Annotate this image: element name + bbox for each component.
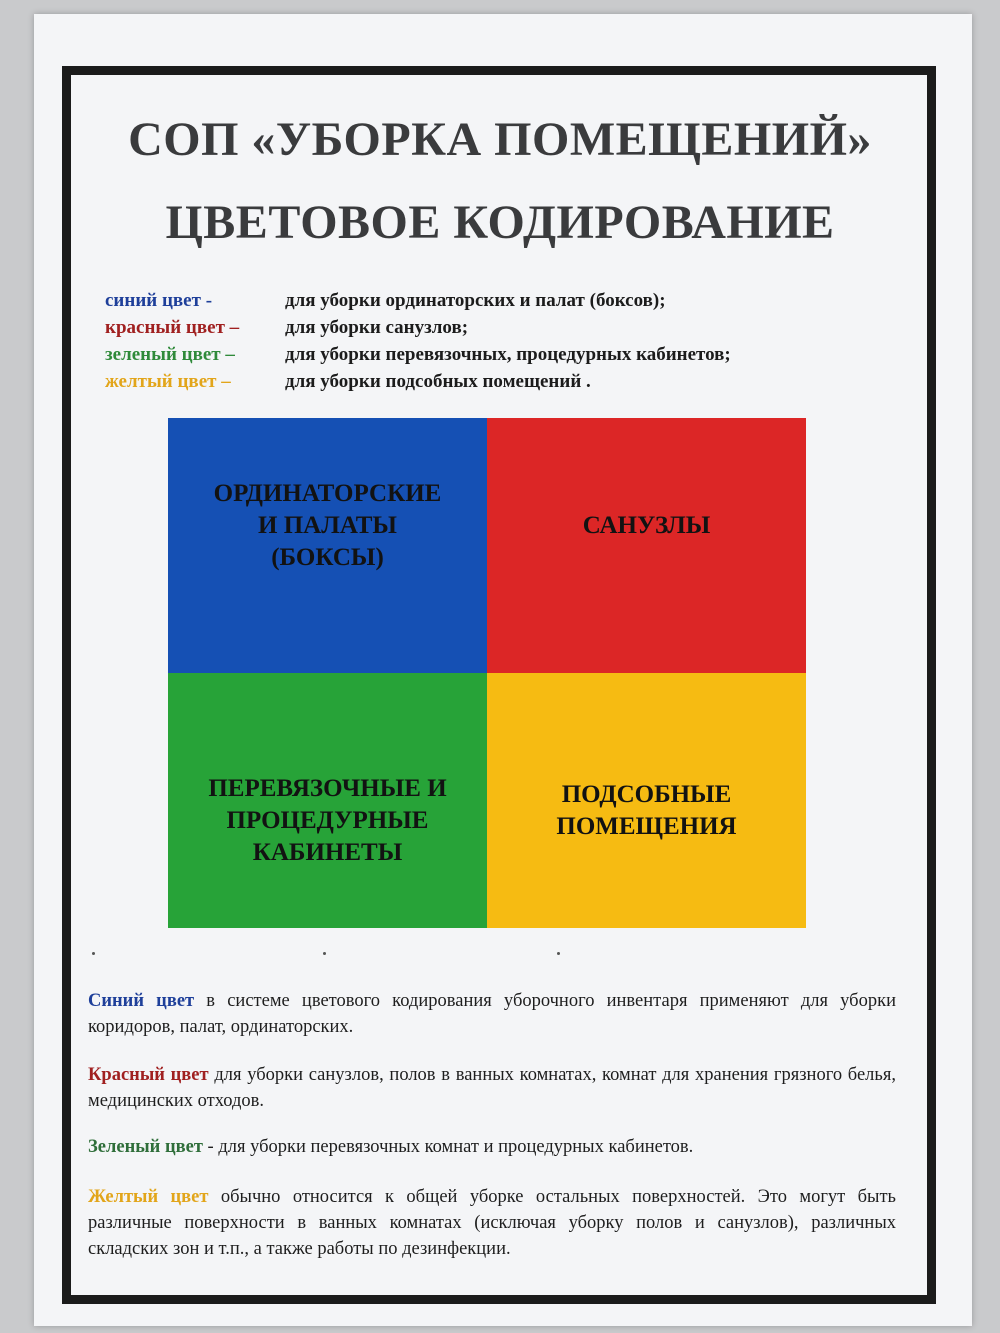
poster-title: СОП «УБОРКА ПОМЕЩЕНИЙ» [128,113,872,166]
dot [557,952,560,955]
paragraph-lead: Красный цвет [88,1065,209,1085]
paragraph-text: для уборки санузлов, полов в ванных комнатах, комнат для хранения грязного белья, медицинских отходов. [88,1065,896,1111]
yellow-zone-block [487,673,806,928]
paragraph-red [88,1062,896,1114]
paragraph-text: обычно относится к общей уборке остальных поверхностей. Это могут быть различные поверхности в ванных комнатах (исключая уборку полов и санузлов), различных складских зон и т.п., а также работы по дезинфекции. [88,1187,896,1259]
paragraph-green [88,1134,896,1160]
legend-color-label: красный цвет – [105,317,240,338]
green-zone-label: ПЕРЕВЯЗОЧНЫЕ И ПРОЦЕДУРНЫЕ КАБИНЕТЫ [208,774,447,866]
dot [92,952,95,955]
legend-color-label: синий цвет - [105,290,213,311]
paragraph-lead: Синий цвет [88,991,195,1011]
legend-description: для уборки перевязочных, процедурных кабинетов; [285,344,731,365]
legend-row-red [105,317,865,344]
paragraph-yellow [88,1184,896,1262]
legend-description: для уборки ординаторских и палат (боксов); [285,290,666,311]
dot [323,952,326,955]
poster-subtitle: ЦВЕТОВОЕ КОДИРОВАНИЕ [165,196,835,249]
legend-row-yellow [105,371,865,398]
legend-color-label: зеленый цвет – [105,344,235,365]
color-code-grid [168,418,806,928]
legend-row-blue [105,290,865,317]
blue-zone-block [168,418,487,673]
color-legend [105,290,865,398]
red-zone-block [487,418,806,673]
paragraph-lead: Зеленый цвет [88,1137,203,1157]
paragraph-text: в системе цветового кодирования уборочного инвентаря применяют для уборки коридоров, палат, ординаторских. [88,991,896,1037]
legend-row-green [105,344,865,371]
legend-color-label: желтый цвет – [105,371,231,392]
legend-description: для уборки санузлов; [285,317,469,338]
yellow-zone-label: ПОДСОБНЫЕ ПОМЕЩЕНИЯ [556,780,737,840]
paragraph-text: - для уборки перевязочных комнат и процедурных кабинетов. [202,1137,694,1157]
paragraph-lead: Желтый цвет [88,1187,209,1207]
paragraph-blue [88,988,896,1040]
legend-description: для уборки подсобных помещений . [285,371,591,392]
green-zone-block [168,673,487,928]
red-zone-label: САНУЗЛЫ [582,511,711,539]
blue-zone-label: ОРДИНАТОРСКИЕ И ПАЛАТЫ (БОКСЫ) [213,479,442,571]
